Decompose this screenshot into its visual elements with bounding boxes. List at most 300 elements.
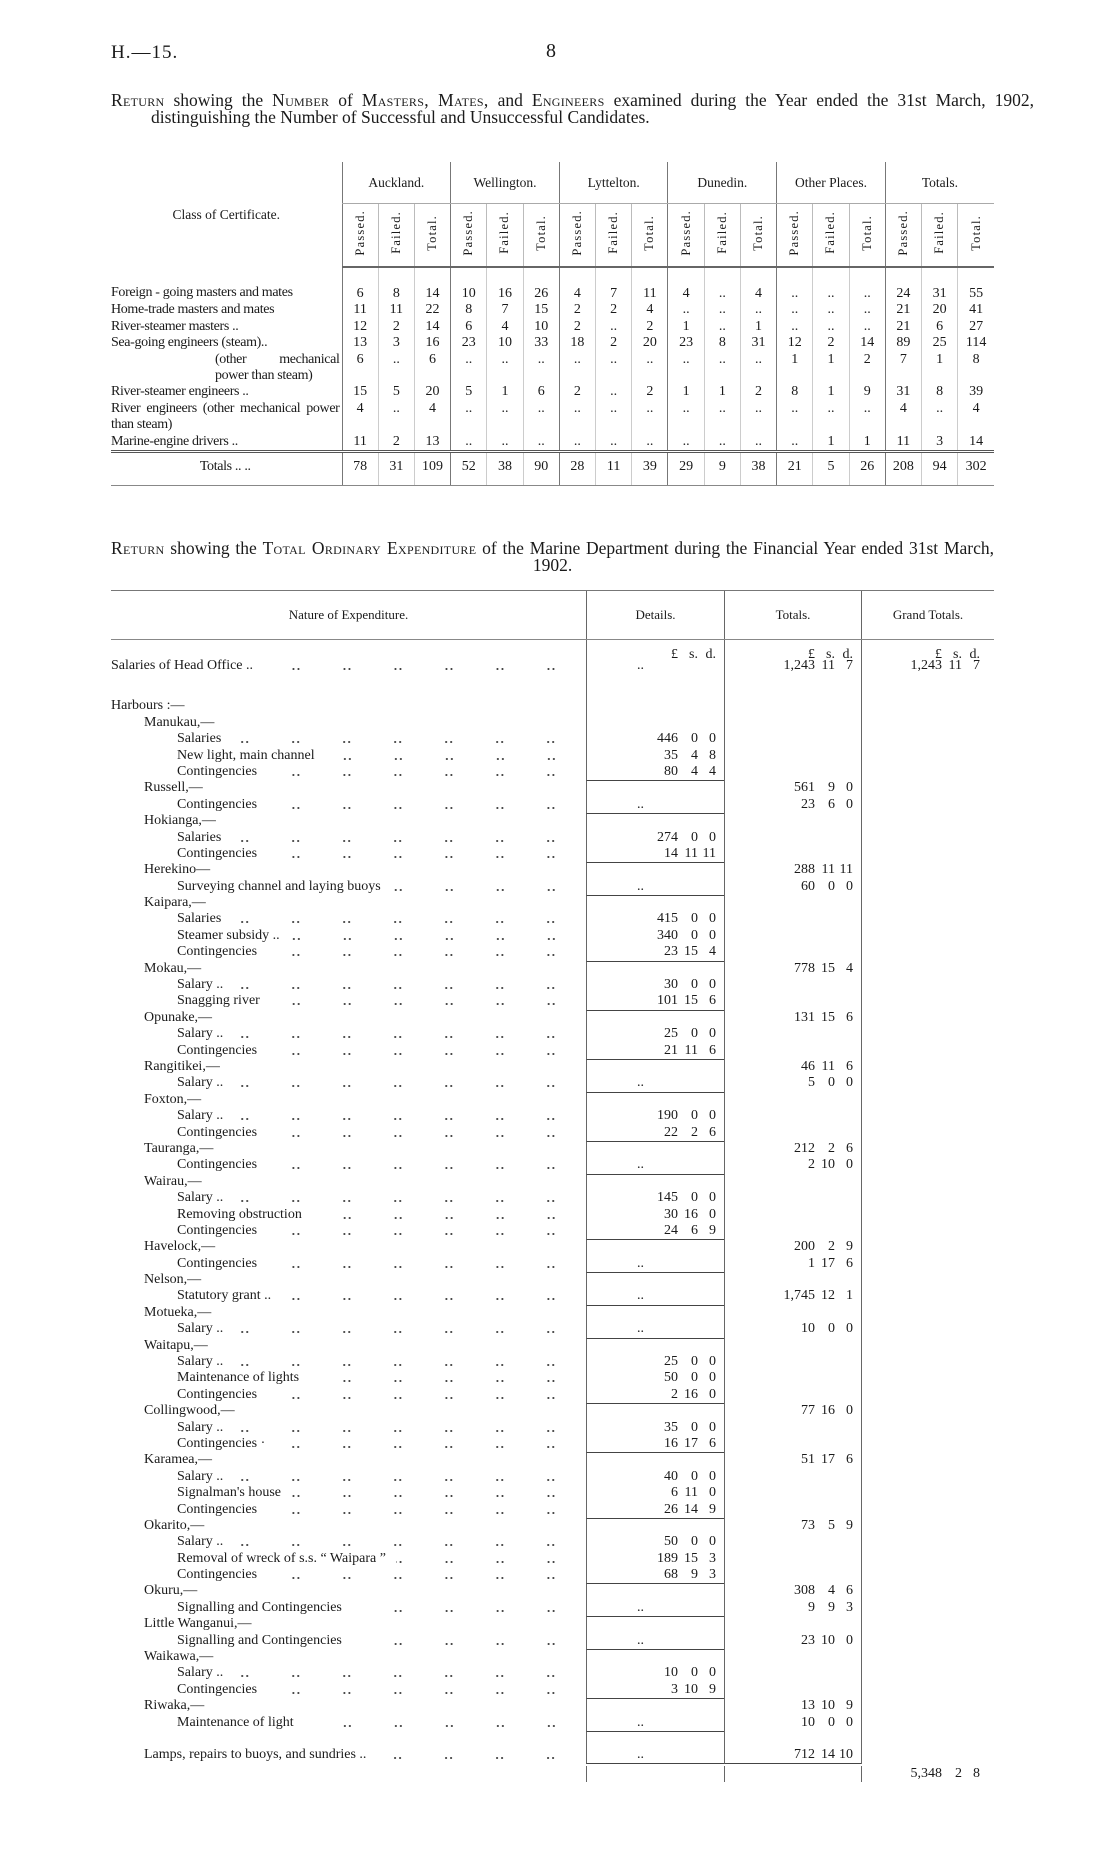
dot-leader	[267, 1256, 580, 1272]
details-amount	[632, 748, 716, 764]
cell-value: ..	[596, 352, 632, 385]
label-text: Contingencies	[177, 1042, 258, 1058]
amount-part: 0	[709, 1370, 716, 1386]
grand-totals-cell	[861, 1715, 994, 1731]
details-cell	[586, 1534, 724, 1550]
row-label	[111, 674, 586, 698]
grand-totals-cell	[861, 1731, 994, 1747]
expenditure-row	[111, 658, 994, 674]
totals-amount	[769, 1321, 853, 1337]
label-text: (other mechanical power than steam)	[215, 351, 340, 384]
expenditure-row	[111, 1157, 994, 1173]
dot-leader	[233, 1469, 580, 1485]
row-label	[111, 1059, 586, 1075]
cell-value: 11	[342, 302, 378, 318]
amount-part: 200	[794, 1239, 815, 1255]
grand-totals-cell	[861, 1223, 994, 1239]
details-cell	[586, 1239, 724, 1255]
cell-value: 31	[885, 384, 921, 400]
row-label	[111, 1731, 586, 1747]
amount-part: 24	[664, 1222, 678, 1238]
subcolumn-header	[922, 204, 958, 268]
amount-part: 10	[684, 1681, 698, 1697]
row-label	[111, 1387, 586, 1403]
expenditure-row	[111, 1665, 994, 1681]
amount-part: 17	[821, 1452, 835, 1468]
details-cell	[586, 1075, 724, 1091]
cell-value: 2	[740, 384, 776, 400]
cell-value: 6	[342, 267, 378, 302]
cell-value: ..	[451, 401, 487, 434]
details-amount	[632, 993, 716, 1009]
dot-leader	[396, 1551, 580, 1567]
page-number: 8	[546, 40, 556, 62]
amount-part: 2	[691, 1124, 698, 1140]
currency-units: £ s. d.	[935, 647, 980, 662]
cell-value: 5	[378, 384, 414, 400]
row-label	[111, 1616, 586, 1632]
row-label	[111, 1223, 586, 1239]
totals-cell	[724, 1075, 861, 1091]
row-label	[111, 1747, 586, 1763]
amount-part: 16	[684, 1206, 698, 1222]
amount-part: 77	[801, 1403, 815, 1419]
amount-part: 2	[828, 1239, 835, 1255]
dot-leader	[267, 944, 580, 960]
amount-part: 0	[691, 1370, 698, 1386]
amount-part: 190	[657, 1108, 678, 1124]
amount-part: 1,243	[783, 658, 815, 673]
amount-part: 15	[684, 1550, 698, 1566]
details-amount	[632, 1534, 716, 1550]
expenditure-row	[111, 1026, 994, 1042]
totals-cell	[724, 1766, 861, 1782]
amount-part: 14	[664, 845, 678, 861]
amount-part: 9	[691, 1567, 698, 1583]
totals-amount	[769, 879, 853, 895]
totals-cell	[724, 1485, 861, 1501]
cell-value: 2	[849, 352, 885, 385]
totals-cell	[724, 1583, 861, 1599]
cell-value: ..	[704, 319, 740, 335]
dot-leader	[267, 1223, 580, 1239]
expenditure-row	[111, 1766, 994, 1782]
amount-part: 0	[691, 1108, 698, 1124]
cell-value: ..	[704, 401, 740, 434]
totals-cell	[724, 1633, 861, 1649]
amount-part: 50	[664, 1534, 678, 1550]
expenditure-row	[111, 1534, 994, 1550]
expenditure-row	[111, 780, 994, 796]
amount-part: 6	[846, 1255, 853, 1271]
amount-part: 11	[684, 1485, 698, 1501]
row-label	[111, 1239, 586, 1255]
row-label	[111, 1370, 586, 1386]
totals-cell	[724, 1141, 861, 1157]
label-text: River-steamer engineers ..	[111, 384, 249, 400]
amount-part: 0	[709, 1026, 716, 1042]
totals-cell	[724, 1207, 861, 1223]
cell-value: 9	[849, 384, 885, 400]
label-text: Rangitikei,—	[144, 1058, 220, 1074]
details-amount	[632, 1354, 716, 1370]
cell-value: 31	[922, 267, 958, 302]
expenditure-row	[111, 993, 994, 1009]
grand-totals-cell	[861, 862, 994, 878]
totals-amount	[769, 1747, 853, 1763]
expenditure-row	[111, 1190, 994, 1206]
grand-totals-cell	[861, 993, 994, 1009]
cell-value: 7	[596, 267, 632, 302]
grand-totals-cell	[861, 1665, 994, 1681]
nil-marker: ..	[637, 1632, 644, 1648]
grand-totals-cell	[861, 1338, 994, 1354]
totals-amount	[769, 1239, 853, 1255]
expenditure-row	[111, 1682, 994, 1698]
expenditure-row	[111, 977, 994, 993]
nil-marker: ..	[637, 878, 644, 894]
cell-value: 4	[885, 401, 921, 434]
amount-part: 0	[709, 1108, 716, 1124]
cell-value: 1	[849, 434, 885, 452]
row-label	[111, 1026, 586, 1042]
label-text: Salaries of Head Office ..	[111, 658, 254, 673]
row-label	[111, 1321, 586, 1337]
subcolumn-header	[704, 204, 740, 268]
totals-amount	[769, 1452, 853, 1468]
label-text: Nelson,—	[144, 1272, 202, 1288]
grand-totals-cell	[861, 1288, 994, 1304]
cell-value: 1	[777, 352, 813, 385]
grand-totals-cell	[861, 1387, 994, 1403]
cell-value: ..	[777, 434, 813, 452]
expenditure-row	[111, 1075, 994, 1091]
totals-cell	[724, 961, 861, 977]
amount-part: 0	[691, 1026, 698, 1042]
cell-value: 1	[740, 319, 776, 335]
cell-value: 1	[668, 319, 704, 335]
subcolumn-label: Failed.	[388, 211, 403, 254]
row-label	[111, 1010, 586, 1026]
details-cell	[586, 748, 724, 764]
nil-marker: ..	[637, 1255, 644, 1271]
totals-amount	[769, 1256, 853, 1272]
amount-part: 0	[691, 1468, 698, 1484]
details-cell	[586, 1551, 724, 1567]
details-amount	[632, 1223, 716, 1239]
cell-value: 4	[632, 302, 668, 318]
cell-value: 14	[849, 335, 885, 351]
totals-cell	[724, 1682, 861, 1698]
expenditure-row	[111, 1649, 994, 1665]
totals-cell	[724, 1256, 861, 1272]
cell-value: 29	[668, 452, 704, 486]
details-cell	[586, 1026, 724, 1042]
grand-totals-cell	[861, 1420, 994, 1436]
expenditure-row	[111, 961, 994, 977]
amount-part: 17	[684, 1435, 698, 1451]
row-label	[111, 1043, 586, 1059]
cell-value: 21	[777, 452, 813, 486]
row-label	[111, 862, 586, 878]
totals-amount	[769, 1518, 853, 1534]
cell-value: 1	[922, 352, 958, 385]
cell-value: 11	[378, 302, 414, 318]
grand-totals-cell	[861, 1092, 994, 1108]
label-text: Wairau,—	[144, 1173, 202, 1189]
dot-leader	[290, 928, 580, 944]
cell-value: 14	[958, 434, 994, 452]
cell-value: 8	[451, 302, 487, 318]
grand-totals-cell	[861, 1043, 994, 1059]
amount-part: 3	[709, 1567, 716, 1583]
subcolumn-label: Total.	[642, 214, 657, 251]
details-cell	[586, 698, 724, 714]
subcolumn-label: Passed.	[569, 209, 584, 256]
totals-amount	[769, 780, 853, 796]
totals-amount	[769, 1141, 853, 1157]
amount-part: 6	[671, 1485, 678, 1501]
details-cell	[586, 911, 724, 927]
totals-amount	[769, 797, 853, 813]
grand-totals-cell	[861, 1239, 994, 1255]
amount-part: 6	[709, 1042, 716, 1058]
details-amount	[632, 1420, 716, 1436]
totals-cell	[724, 1469, 861, 1485]
totals-cell	[724, 658, 861, 674]
grand-totals-cell	[861, 1207, 994, 1223]
grand-totals-cell	[861, 1551, 994, 1567]
dot-leader	[325, 748, 580, 764]
row-label	[111, 1600, 586, 1616]
grand-totals-cell	[861, 1518, 994, 1534]
subcolumn-label: Passed.	[461, 209, 476, 256]
cell-value: ..	[451, 434, 487, 452]
details-cell	[586, 1207, 724, 1223]
cell-value: 38	[740, 452, 776, 486]
expenditure-row	[111, 911, 994, 927]
details-cell	[586, 928, 724, 944]
totals-amount	[769, 1633, 853, 1649]
row-label	[111, 434, 342, 452]
nil-marker: ..	[637, 1321, 644, 1337]
row-label	[111, 1288, 586, 1304]
amount-part: 35	[664, 1419, 678, 1435]
amount-part: 23	[664, 944, 678, 960]
amount-part: 7	[973, 658, 980, 673]
label-text: Tauranga,—	[144, 1140, 214, 1156]
cell-value: ..	[596, 319, 632, 335]
cell-value: 26	[849, 452, 885, 486]
subcolumn-header	[958, 204, 994, 268]
label-text: Salary ..	[177, 1026, 224, 1042]
amount-part: 340	[657, 927, 678, 943]
details-amount	[632, 1207, 716, 1223]
totals-cell	[724, 1436, 861, 1452]
expenditure-row	[111, 1354, 994, 1370]
details-cell	[586, 1633, 724, 1649]
row-label	[111, 879, 586, 895]
details-cell	[586, 1043, 724, 1059]
title-segment: Return	[111, 538, 165, 558]
details-cell	[586, 797, 724, 813]
details-cell	[586, 1600, 724, 1616]
expenditure-row	[111, 1485, 994, 1501]
totals-cell	[724, 1108, 861, 1124]
details-cell	[586, 674, 724, 698]
details-cell	[586, 1338, 724, 1354]
totals-cell	[724, 1715, 861, 1731]
expenditure-table	[111, 590, 994, 1822]
expenditure-row	[111, 1715, 994, 1731]
nil-marker: ..	[637, 1599, 644, 1615]
row-label	[111, 1338, 586, 1354]
row-label	[111, 1174, 586, 1190]
expenditure-row	[111, 928, 994, 944]
cell-value: 2	[596, 302, 632, 318]
totals-amount	[769, 1600, 853, 1616]
amount-part: 288	[794, 862, 815, 878]
title-segment: of the Marine Department during the Financial Year ended 31st March, 1902.	[476, 538, 994, 575]
totals-cell	[724, 813, 861, 829]
label-text: Removal of wreck of s.s. “ Waipara ”	[177, 1550, 386, 1566]
totals-cell	[724, 1338, 861, 1354]
dot-leader	[312, 1207, 580, 1223]
amount-part: 73	[801, 1517, 815, 1533]
details-cell	[586, 1747, 724, 1763]
amount-part: 0	[828, 1321, 835, 1337]
details-amount	[632, 846, 716, 862]
subcolumn-label: Total.	[425, 214, 440, 251]
dot-leader	[233, 1026, 580, 1042]
amount-part: 9	[846, 1239, 853, 1255]
expenditure-row	[111, 830, 994, 846]
label-text: Contingencies	[177, 796, 258, 812]
details-cell	[586, 1272, 724, 1288]
cell-value: 3	[922, 434, 958, 452]
amount-part: 308	[794, 1583, 815, 1599]
details-cell	[586, 830, 724, 846]
totals-cell	[724, 1420, 861, 1436]
expenditure-row	[111, 1108, 994, 1124]
label-text: Salary ..	[177, 1419, 224, 1435]
details-cell	[586, 1141, 724, 1157]
dot-leader	[275, 1436, 580, 1452]
dot-leader	[233, 1075, 580, 1091]
details-amount	[632, 1502, 716, 1518]
grand-totals-cell	[861, 1141, 994, 1157]
cell-value: 114	[958, 335, 994, 351]
table-row	[111, 267, 994, 302]
cell-value: 12	[342, 319, 378, 335]
cell-value: ..	[378, 401, 414, 434]
subcolumn-header	[414, 204, 450, 268]
title-segment: Number	[272, 90, 330, 110]
amount-part: 189	[657, 1550, 678, 1566]
cell-value: ..	[813, 302, 849, 318]
cell-value: 10	[451, 267, 487, 302]
cell-value: 28	[559, 452, 595, 486]
details-cell	[586, 1174, 724, 1190]
dot-leader	[231, 911, 580, 927]
amount-part: 6	[846, 1058, 853, 1074]
totals-cell	[724, 1239, 861, 1255]
cell-value: ..	[813, 401, 849, 434]
table-row	[111, 384, 994, 400]
amount-part: 15	[821, 1009, 835, 1025]
details-cell	[586, 1010, 724, 1026]
examinations-table	[111, 162, 994, 486]
cell-value: 41	[958, 302, 994, 318]
details-cell	[586, 731, 724, 747]
group-header: Wellington.	[451, 162, 560, 204]
grand-totals-cell	[861, 1616, 994, 1632]
cell-value: ..	[813, 267, 849, 302]
cell-value: ..	[596, 434, 632, 452]
cell-value: 52	[451, 452, 487, 486]
amount-part: 0	[709, 911, 716, 927]
expenditure-header-row	[111, 591, 994, 640]
amount-part: 274	[657, 829, 678, 845]
label-text: Signalman's house	[177, 1485, 282, 1501]
expenditure-row	[111, 1502, 994, 1518]
label-text: Okarito,—	[144, 1517, 205, 1533]
details-cell	[586, 1766, 724, 1782]
label-text: Harbours :—	[111, 698, 185, 714]
amount-part: 0	[709, 1419, 716, 1435]
amount-part: 13	[801, 1698, 815, 1714]
table-row	[111, 352, 994, 385]
amount-part: 6	[709, 1435, 716, 1451]
cell-value: ..	[704, 352, 740, 385]
totals-amount	[769, 862, 853, 878]
nil-marker: ..	[637, 1288, 644, 1304]
details-cell	[586, 1420, 724, 1436]
amount-part: 3	[709, 1550, 716, 1566]
details-cell	[586, 1469, 724, 1485]
row-label	[111, 1649, 586, 1665]
amount-part: 26	[664, 1501, 678, 1517]
cell-value: ..	[740, 302, 776, 318]
totals-amount	[769, 1010, 853, 1026]
amount-part: 6	[846, 1140, 853, 1156]
row-label	[111, 993, 586, 1009]
cell-value: 2	[378, 434, 414, 452]
amount-part: 11	[821, 862, 835, 878]
grand-totals-cell	[861, 698, 994, 714]
cell-value: ..	[523, 434, 559, 452]
details-amount	[632, 977, 716, 993]
label-text: Collingwood,—	[144, 1403, 235, 1419]
amount-part: 0	[709, 1468, 716, 1484]
group-header: Totals.	[885, 162, 994, 204]
expenditure-row	[111, 1616, 994, 1632]
cell-value: 9	[704, 452, 740, 486]
amount-part: 5	[828, 1517, 835, 1533]
amount-part: 0	[691, 1354, 698, 1370]
row-label	[111, 1157, 586, 1173]
subcolumn-header	[740, 204, 776, 268]
amount-part: 60	[801, 878, 815, 894]
expenditure-row	[111, 797, 994, 813]
cell-value: 38	[487, 452, 523, 486]
amount-part: 6	[691, 1222, 698, 1238]
cell-value: 4	[740, 267, 776, 302]
label-text: Steamer subsidy ..	[177, 927, 280, 943]
cell-value: ..	[596, 401, 632, 434]
details-cell	[586, 1665, 724, 1681]
cell-value: ..	[668, 352, 704, 385]
